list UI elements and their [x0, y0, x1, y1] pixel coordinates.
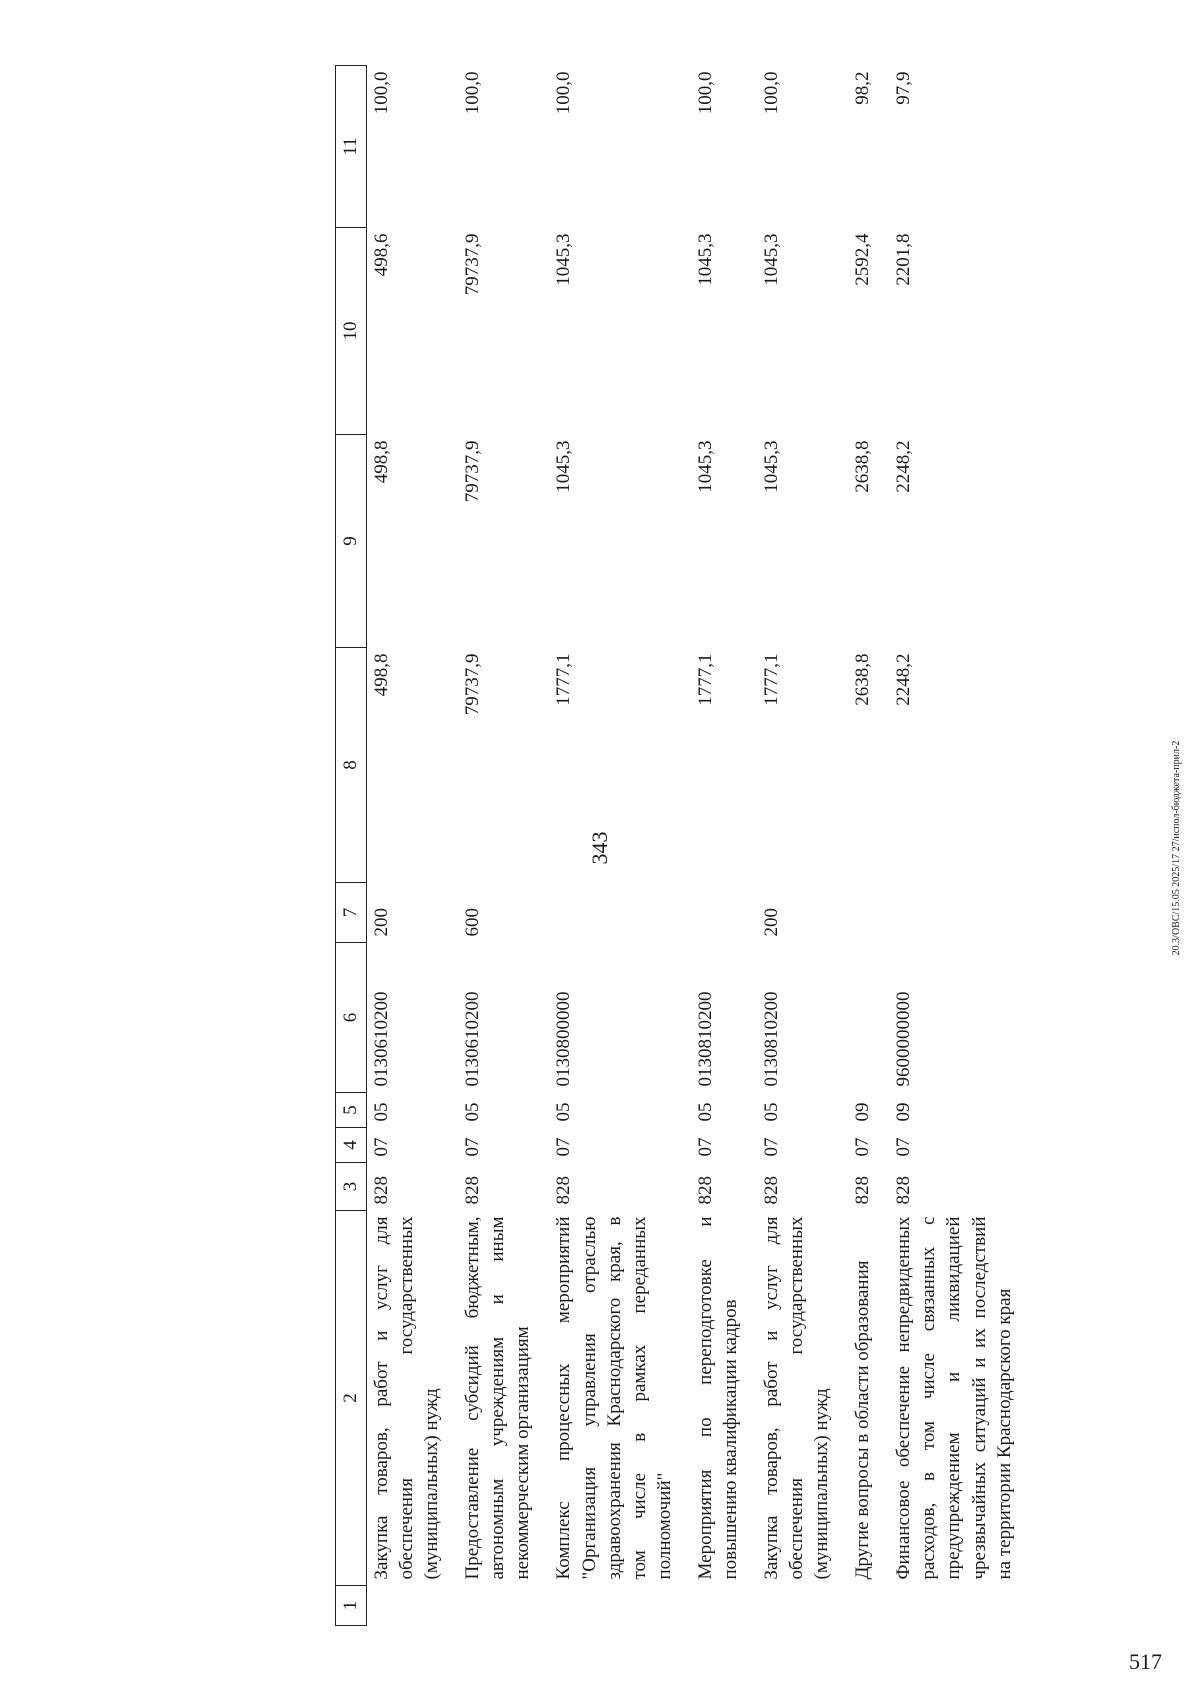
- cell-col-3: 828: [852, 1176, 874, 1205]
- table-row: [889, 66, 1030, 1626]
- cell-col-10: 1045,3: [761, 233, 783, 286]
- row-name: Закупка товаров, работ и услуг для обеспечения государственных (муниципальных) нужд: [371, 1216, 443, 1580]
- cell-col-4: 07: [694, 1137, 716, 1157]
- column-header-1: 1: [336, 1586, 367, 1626]
- cell-col-6: 9600000000: [893, 991, 915, 1087]
- cell-col-3: 828: [371, 1176, 392, 1205]
- cell-col-11: 97,9: [893, 71, 915, 105]
- table-body: [367, 66, 1031, 1626]
- sheet-number: 517: [1129, 1649, 1162, 1674]
- cell-col-5: 05: [371, 1102, 392, 1122]
- cell-col-1: [889, 1586, 1030, 1626]
- cell-col-4: 07: [462, 1137, 484, 1157]
- table-row: [757, 66, 848, 1626]
- cell-col-7: [691, 883, 757, 943]
- column-header-11: 11: [336, 66, 367, 228]
- cell-col-3: 828: [761, 1176, 783, 1205]
- cell-col-9: 2638,8: [852, 440, 874, 493]
- cell-col-9: 2248,2: [893, 440, 915, 493]
- cell-col-8: 2248,2: [893, 653, 915, 706]
- cell-col-7: [549, 883, 690, 943]
- cell-col-3: 828: [694, 1176, 716, 1205]
- column-header-10: 10: [336, 228, 367, 435]
- row-name: Комплекс процессных мероприятий "Организация управления отраслью здравоохранения Краснодарского края, в том числе в рамках переданных полномочий": [553, 1216, 675, 1580]
- column-header-2: 2: [336, 1211, 367, 1586]
- cell-col-5: 05: [462, 1102, 484, 1122]
- cell-col-8: 79737,9: [462, 653, 484, 716]
- cell-col-8: 1777,1: [694, 653, 716, 706]
- row-name: Финансовое обеспечение непредвиденных расходов, в том числе связанных с предупреждением и ликвидацией чрезвычайных ситуаций и их последствий на территории Краснодарского края: [893, 1216, 1015, 1580]
- cell-col-4: 07: [893, 1137, 915, 1157]
- cell-col-7: [889, 883, 1030, 943]
- cell-col-9: 498,8: [371, 440, 392, 484]
- cell-col-4: 07: [852, 1137, 874, 1157]
- column-header-9: 9: [336, 435, 367, 648]
- cell-col-6: 0130810200: [694, 991, 716, 1087]
- cell-col-1: [691, 1586, 757, 1626]
- cell-col-5: 09: [852, 1102, 874, 1122]
- cell-col-11: 100,0: [761, 71, 783, 115]
- cell-col-10: 498,6: [371, 233, 392, 277]
- cell-col-5: 05: [553, 1102, 575, 1122]
- cell-col-7: 600: [462, 908, 484, 937]
- column-header-6: 6: [336, 943, 367, 1093]
- row-name: Предоставление субсидий бюджетным, автономным учреждениям и иным некоммерческим организациям: [462, 1216, 534, 1580]
- column-header-7: 7: [336, 883, 367, 943]
- cell-col-1: [458, 1586, 549, 1626]
- cell-col-7: [848, 883, 889, 943]
- row-name: Другие вопросы в области образования: [852, 1260, 874, 1580]
- page-number: 343: [587, 831, 612, 865]
- cell-col-10: 1045,3: [694, 233, 716, 286]
- cell-col-6: [848, 943, 889, 1093]
- cell-col-1: [757, 1586, 848, 1626]
- budget-table: [335, 65, 1031, 1626]
- cell-col-1: [367, 1586, 459, 1626]
- cell-col-10: 1045,3: [553, 233, 575, 286]
- cell-col-8: 1777,1: [553, 653, 575, 706]
- cell-col-1: [848, 1586, 889, 1626]
- row-name: Мероприятия по переподготовке и повышению квалификации кадров: [694, 1216, 741, 1580]
- table-row: [848, 66, 889, 1626]
- cell-col-8: 498,8: [371, 653, 392, 697]
- cell-col-3: 828: [893, 1176, 915, 1205]
- table-row: [367, 66, 459, 1626]
- cell-col-4: 07: [761, 1137, 783, 1157]
- cell-col-10: 2201,8: [893, 233, 915, 286]
- cell-col-7: 200: [761, 908, 783, 937]
- row-name: Закупка товаров, работ и услуг для обеспечения государственных (муниципальных) нужд: [761, 1216, 833, 1580]
- cell-col-6: 0130810200: [761, 991, 783, 1087]
- cell-col-11: 100,0: [371, 71, 392, 115]
- table-row: [458, 66, 549, 1626]
- cell-col-5: 05: [761, 1102, 783, 1122]
- header-row: [336, 66, 367, 1626]
- cell-col-10: 2592,4: [852, 233, 874, 286]
- cell-col-1: [549, 1586, 690, 1626]
- cell-col-7: 200: [371, 908, 392, 937]
- column-header-5: 5: [336, 1093, 367, 1128]
- cell-col-9: 79737,9: [462, 440, 484, 503]
- column-header-3: 3: [336, 1163, 367, 1211]
- cell-col-9: 1045,3: [553, 440, 575, 493]
- cell-col-8: 2638,8: [852, 653, 874, 706]
- document-code: 20.3/ОВС/15.05 2025/17 27/испол-бюджета-прил-2: [1171, 740, 1182, 956]
- cell-col-11: 100,0: [553, 71, 575, 115]
- cell-col-6: 0130610200: [371, 991, 392, 1087]
- cell-col-9: 1045,3: [761, 440, 783, 493]
- cell-col-6: 0130800000: [553, 991, 575, 1087]
- table-row: [691, 66, 757, 1626]
- cell-col-11: 100,0: [694, 71, 716, 115]
- cell-col-3: 828: [553, 1176, 575, 1205]
- column-header-4: 4: [336, 1128, 367, 1163]
- cell-col-10: 79737,9: [462, 233, 484, 296]
- table-row: [549, 66, 690, 1626]
- cell-col-6: 0130610200: [462, 991, 484, 1087]
- budget-table-rotated: [335, 66, 1015, 1626]
- cell-col-3: 828: [462, 1176, 484, 1205]
- cell-col-8: 1777,1: [761, 653, 783, 706]
- column-header-8: 8: [336, 648, 367, 883]
- cell-col-11: 100,0: [462, 71, 484, 115]
- cell-col-5: 05: [694, 1102, 716, 1122]
- cell-col-5: 09: [893, 1102, 915, 1122]
- cell-col-4: 07: [371, 1137, 392, 1157]
- cell-col-4: 07: [553, 1137, 575, 1157]
- cell-col-11: 98,2: [852, 71, 874, 105]
- cell-col-9: 1045,3: [694, 440, 716, 493]
